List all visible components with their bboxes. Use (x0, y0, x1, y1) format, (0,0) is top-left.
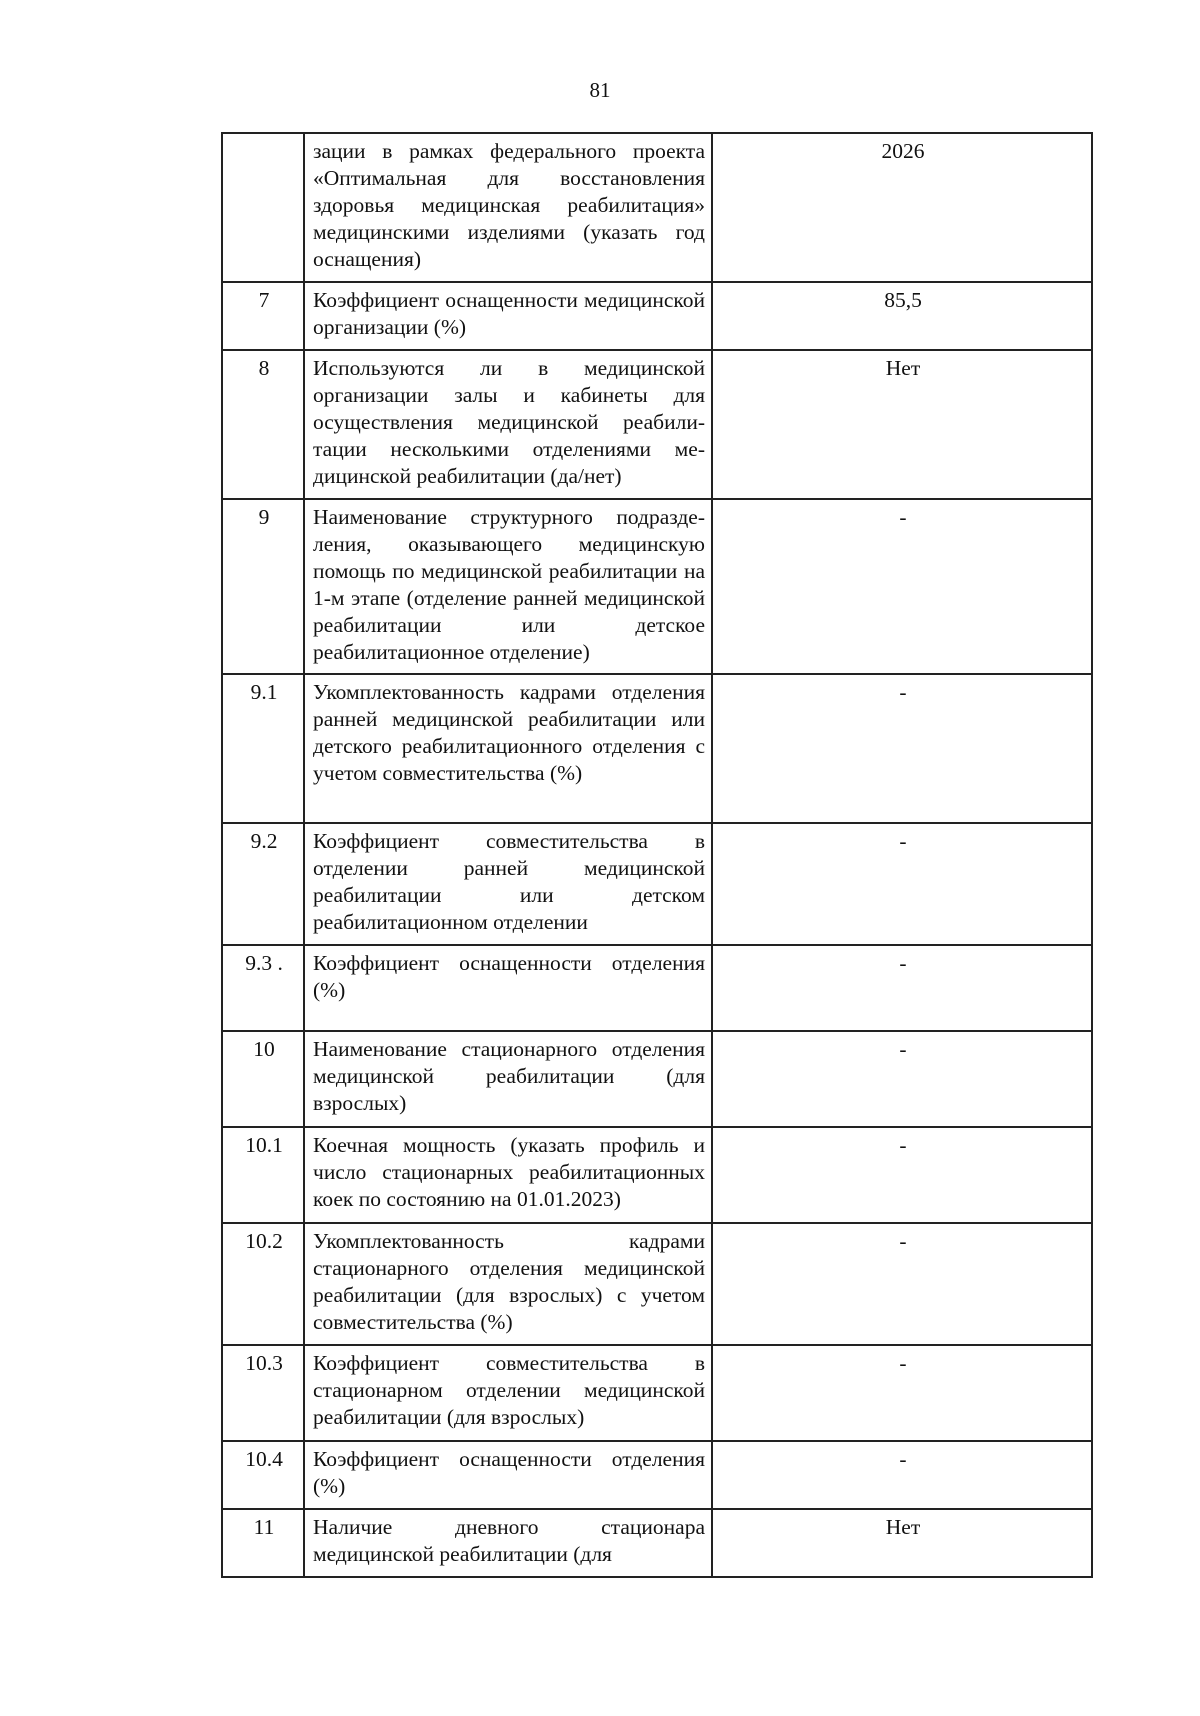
row-description: Коэффициент совместительства в стационарном отделении медицинской реабилитации (для взрослых) (304, 1345, 712, 1441)
row-value: 85,5 (712, 282, 1092, 350)
row-number: 7 (222, 282, 304, 350)
row-description: Используются ли в медицинской организации залы и кабинеты для осуществления медицинской реабилитации несколькими отделениями медицинской реабилитации (да/нет) (304, 350, 712, 499)
row-description: Коэффициент оснащенности медицинской организации (%) (304, 282, 712, 350)
row-number: 9.1 (222, 674, 304, 823)
row-number: 9.3 . (222, 945, 304, 1031)
row-number: 11 (222, 1509, 304, 1577)
row-value: - (712, 1441, 1092, 1509)
page-number: 81 (589, 78, 611, 102)
row-description: Наименование стационарного отделения медицинской реабилитации (для взрослых) (304, 1031, 712, 1127)
row-number: 10.2 (222, 1223, 304, 1345)
table-row (222, 282, 1092, 350)
row-value: 2026 (712, 133, 1092, 282)
table-row (222, 674, 1092, 823)
table-row (222, 1345, 1092, 1441)
table-row (222, 1441, 1092, 1509)
table-row (222, 350, 1092, 499)
row-value: - (712, 823, 1092, 945)
row-description: Коечная мощность (указать профиль и число стационарных реабилитационных коек по состоянию на 01.01.2023) (304, 1127, 712, 1223)
row-value: - (712, 1031, 1092, 1127)
table-row (222, 823, 1092, 945)
table-row (222, 499, 1092, 674)
row-description: Укомплектованность кадрами стационарного отделения медицинской реабилитации (для взрослых) с учетом совместительства (%) (304, 1223, 712, 1345)
row-value: - (712, 1345, 1092, 1441)
row-value: Нет (712, 350, 1092, 499)
row-number: 10 (222, 1031, 304, 1127)
row-description: Наличие дневного стационара медицинской реабилитации (для (304, 1509, 712, 1577)
row-value: - (712, 674, 1092, 823)
table-row (222, 1031, 1092, 1127)
row-number: 10.4 (222, 1441, 304, 1509)
row-value: - (712, 945, 1092, 1031)
row-description: Укомплектованность кадрами отделения ранней медицинской реабилитации или детского реабилитационного отделения с учетом совместительства (%) (304, 674, 712, 823)
row-value: - (712, 1223, 1092, 1345)
table-row (222, 1223, 1092, 1345)
row-number: 8 (222, 350, 304, 499)
table-row (222, 133, 1092, 282)
row-description: Наименование структурного подразделения, оказывающего медицинскую помощь по медицинской реабилитации на 1-м этапе (отделение ранней медицинской реабилитации или детское реабилитационное отделение) (304, 499, 712, 674)
row-number: 10.3 (222, 1345, 304, 1441)
row-value: - (712, 1127, 1092, 1223)
row-description: Коэффициент оснащенности отделения (%) (304, 1441, 712, 1509)
row-description: Коэффициент совместительства в отделении ранней медицинской реабилитации или детском реабилитационном отделении (304, 823, 712, 945)
indicators-table (221, 132, 1093, 1578)
table-row (222, 1509, 1092, 1577)
row-number: 9 (222, 499, 304, 674)
row-number: 9.2 (222, 823, 304, 945)
row-value: - (712, 499, 1092, 674)
table-row (222, 945, 1092, 1031)
row-value: Нет (712, 1509, 1092, 1577)
row-description: Коэффициент оснащенности отделения (%) (304, 945, 712, 1031)
row-description: зации в рамках федерального проекта «Оптимальная для восстановления здоровья медицинская реабилитация» медицинскими изделиями (указать год оснащения) (304, 133, 712, 282)
table-row (222, 1127, 1092, 1223)
row-number: 10.1 (222, 1127, 304, 1223)
row-number (222, 133, 304, 282)
